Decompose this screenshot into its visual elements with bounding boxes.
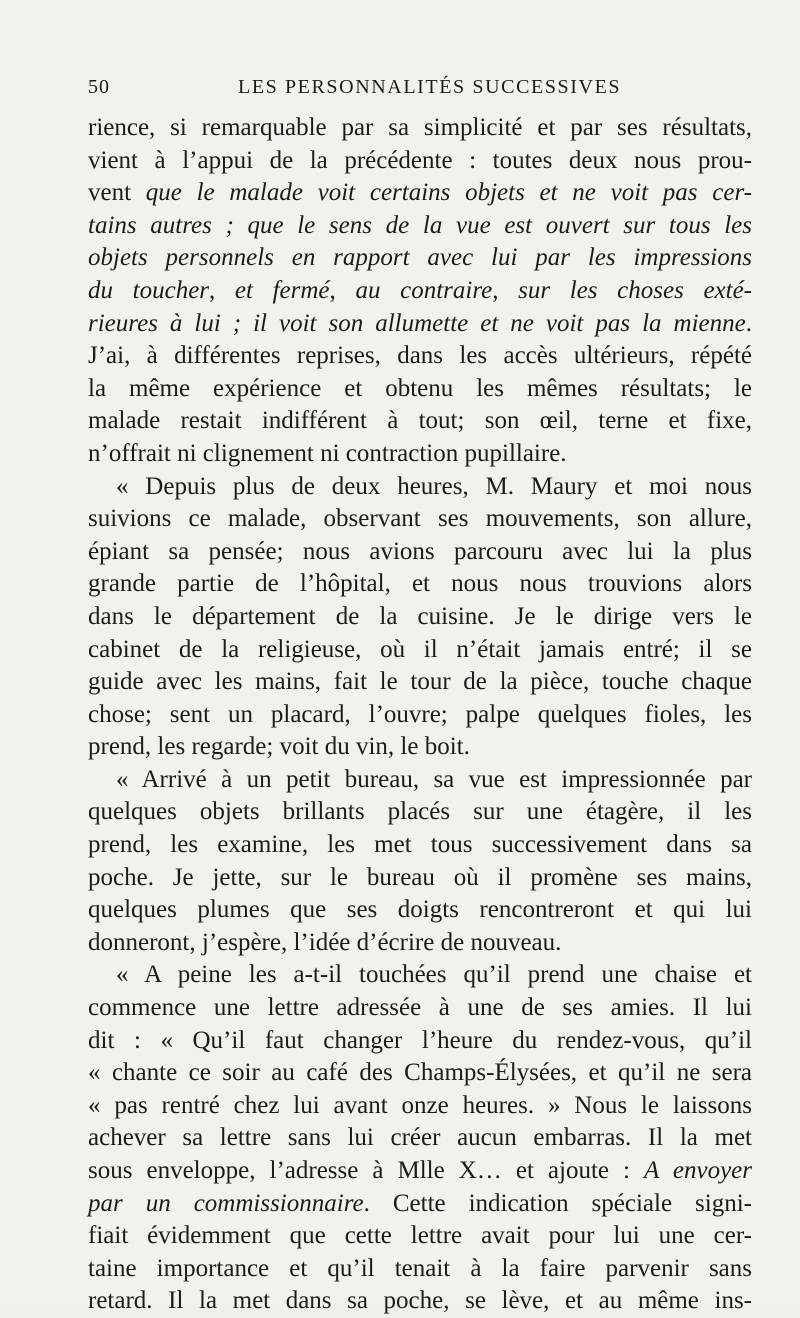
italic-text-segment: par un commissionnaire — [88, 1189, 364, 1217]
italic-text-segment: que le malade voit certains objets et ne voit pas cer- — [145, 179, 752, 207]
page-number: 50 — [88, 76, 110, 98]
text-line — [88, 862, 752, 895]
text-segment: . — [745, 309, 752, 337]
body-text — [88, 112, 752, 1318]
italic-text-segment: sur les choses exté- — [518, 276, 753, 304]
text-line — [88, 275, 752, 308]
text-line — [88, 894, 752, 927]
text-line — [88, 308, 752, 341]
text-line — [88, 145, 752, 178]
text-line — [88, 1155, 752, 1188]
text-line — [88, 1122, 752, 1155]
running-title: LES PERSONNALITÉS SUCCESSIVES — [238, 76, 622, 98]
text-segment: épiant sa pensée; nous avions parcouru avec lui la plus — [88, 537, 752, 565]
italic-text-segment: rieures à lui ; il voit son allumette et ne voit pas la mienne — [88, 309, 746, 337]
text-line — [88, 177, 752, 210]
text-line — [88, 601, 752, 634]
text-segment: dit : « Qu’il faut changer l’heure du rendez-vous, qu’il — [88, 1026, 752, 1054]
text-segment: « Depuis plus de deux heures, M. Maury et moi nous — [116, 472, 752, 500]
text-segment: retard. Il la met dans sa poche, se lève, et au même ins- — [88, 1287, 752, 1315]
text-line — [88, 405, 752, 438]
text-line — [88, 568, 752, 601]
text-line — [88, 1090, 752, 1123]
text-segment: malade restait indifférent à tout; son œil, terne et fixe, — [88, 407, 752, 435]
italic-text-segment: objets personnels en rapport avec lui par les impressions — [88, 244, 752, 272]
text-segment: la même expérience et obtenu les mêmes résultats; le — [88, 374, 752, 402]
text-segment: n’offrait ni clignement ni contraction pupillaire. — [88, 439, 567, 467]
italic-text-segment: A envoyer — [644, 1157, 752, 1184]
text-line — [88, 340, 752, 373]
text-line — [88, 959, 752, 992]
text-segment: donneront, j’espère, l’idée d’écrire de nouveau. — [88, 928, 562, 956]
text-segment: chose; sent un placard, l’ouvre; palpe quelques fioles, les — [88, 700, 752, 728]
text-line — [88, 764, 752, 797]
text-line — [88, 503, 752, 536]
text-line — [88, 1285, 752, 1318]
page-header — [88, 76, 752, 106]
italic-text-segment: et fermé — [234, 276, 330, 304]
text-segment: prend, les regarde; voit du vin, le boit. — [88, 733, 470, 761]
text-segment: grande partie de l’hôpital, et nous nous trouvions alors — [88, 570, 752, 598]
text-segment: « pas rentré chez lui avant onze heures. » Nous le laissons — [88, 1091, 752, 1119]
text-line — [88, 927, 752, 960]
text-line — [88, 471, 752, 504]
text-segment: . Cette indication spéciale signi- — [363, 1189, 752, 1217]
text-segment: quelques plumes que ses doigts rencontreront et qui lui — [88, 896, 752, 924]
text-line — [88, 1253, 752, 1286]
text-line — [88, 1025, 752, 1058]
italic-text-segment: du toucher — [88, 276, 210, 304]
text-line — [88, 242, 752, 275]
text-line — [88, 438, 752, 471]
text-line — [88, 1188, 752, 1221]
text-segment: taine importance et qu’il tenait à la faire parvenir sans — [88, 1254, 752, 1282]
text-line — [88, 112, 752, 145]
text-segment: , — [329, 276, 356, 304]
text-segment: « Arrivé à un petit bureau, sa vue est impressionnée par — [116, 765, 752, 793]
text-line — [88, 210, 752, 243]
text-segment: quelques objets brillants placés sur une étagère, il les — [88, 798, 752, 826]
text-segment: achever sa lettre sans lui créer aucun embarras. Il la met — [88, 1124, 752, 1152]
text-segment: poche. Je jette, sur le bureau où il promène ses mains, — [88, 863, 752, 891]
text-segment: , — [209, 276, 235, 304]
text-line — [88, 666, 752, 699]
text-segment: , — [492, 276, 519, 304]
text-segment: commence une lettre adressée à une de ses amies. Il lui — [88, 994, 752, 1022]
text-segment: sous enveloppe, l’adresse à Mlle X… et ajoute : — [88, 1157, 645, 1184]
text-segment: « chante ce soir au café des Champs-Élysées, et qu’il ne sera — [88, 1059, 752, 1087]
text-line — [88, 1057, 752, 1090]
text-segment: dans le département de la cuisine. Je le dirige vers le — [88, 602, 752, 630]
text-line — [88, 699, 752, 732]
text-line — [88, 536, 752, 569]
italic-text-segment: au contraire — [355, 276, 493, 304]
text-segment: J’ai, à différentes reprises, dans les accès ultérieurs, répété — [88, 342, 752, 370]
text-segment: fiait évidemment que cette lettre avait pour lui une cer- — [88, 1222, 752, 1250]
text-segment: vent — [88, 179, 146, 207]
text-segment: rience, si remarquable par sa simplicité et par ses résultats, — [88, 114, 752, 141]
text-segment: suivions ce malade, observant ses mouvements, son allure, — [88, 505, 752, 533]
text-line — [88, 731, 752, 764]
text-segment: cabinet de la religieuse, où il n’était jamais entré; il se — [88, 635, 752, 663]
text-segment: guide avec les mains, fait le tour de la pièce, touche chaque — [88, 668, 752, 696]
text-line — [88, 634, 752, 667]
italic-text-segment: tains autres ; que le sens de la vue est ouvert sur tous les — [88, 211, 752, 239]
text-line — [88, 829, 752, 862]
text-line — [88, 373, 752, 406]
text-segment: vient à l’appui de la précédente : toutes deux nous prou- — [88, 146, 752, 174]
text-line — [88, 1220, 752, 1253]
text-segment: prend, les examine, les met tous successivement dans sa — [88, 831, 752, 859]
text-segment: « A peine les a-t-il touchées qu’il prend une chaise et — [116, 961, 752, 989]
text-line — [88, 992, 752, 1025]
text-line — [88, 796, 752, 829]
